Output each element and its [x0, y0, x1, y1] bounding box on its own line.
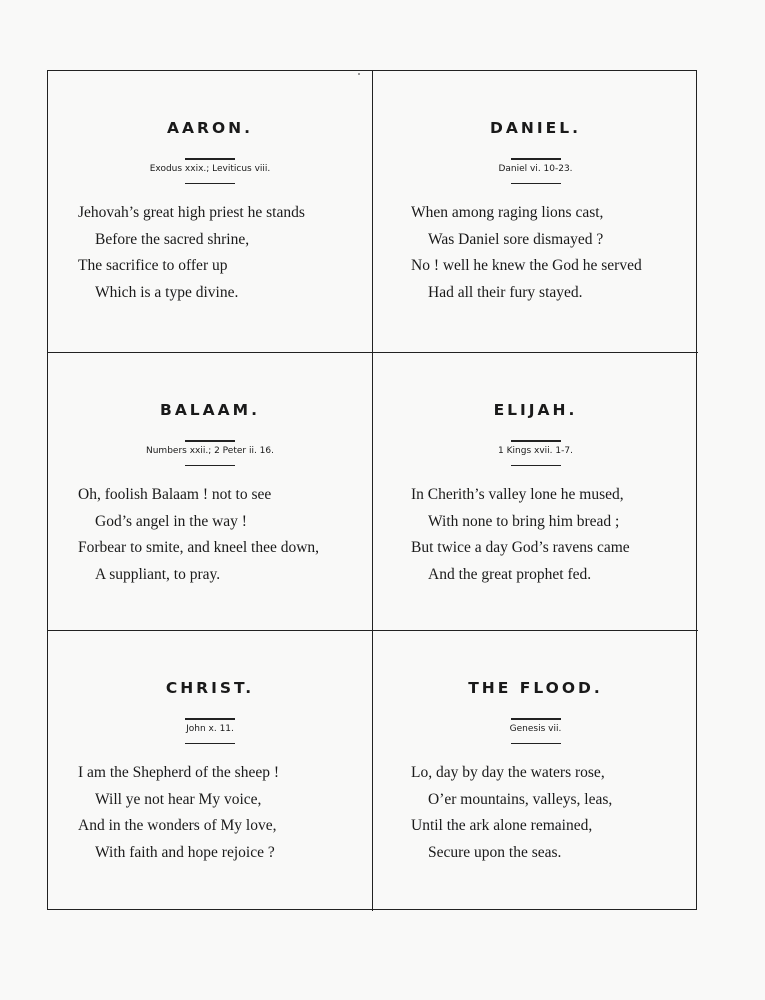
verse-line: Which is a type divine.	[95, 283, 239, 301]
verse-line: Until the ark alone remained,	[411, 817, 593, 834]
card-the-flood	[373, 631, 698, 911]
card-title: BALAAM.	[160, 401, 260, 419]
title-rule-top	[511, 440, 561, 442]
verse-line: When among raging lions cast,	[411, 204, 604, 221]
verse	[78, 200, 366, 306]
scripture-reference: Exodus xxix.; Leviticus viii.	[149, 164, 271, 174]
scripture-reference: Daniel vi. 10-23.	[498, 164, 573, 174]
verse-line: And in the wonders of My love,	[78, 817, 277, 834]
verse-line: I am the Shepherd of the sheep !	[78, 764, 280, 781]
card-daniel	[373, 71, 698, 353]
verse-line: Will ye not hear My voice,	[95, 790, 262, 808]
title-rule-bottom	[511, 743, 561, 744]
verse-line: Forbear to smite, and kneel thee down,	[78, 539, 320, 556]
verse-line: The sacrifice to offer up	[78, 257, 228, 274]
title-rule-top	[185, 158, 235, 160]
verse-line: No ! well he knew the God he served	[411, 257, 642, 274]
card-title: CHRIST.	[165, 679, 255, 697]
scripture-reference: John x. 11.	[186, 724, 234, 734]
verse-line: In Cherith’s valley lone he mused,	[411, 486, 624, 503]
title-rule-top	[185, 718, 235, 720]
title-rule-bottom	[185, 465, 235, 466]
verse-line: Was Daniel sore dismayed ?	[428, 230, 604, 248]
scripture-reference: Genesis vii.	[509, 724, 562, 734]
verse-line: With none to bring him bread ;	[428, 512, 620, 530]
verse-line: God’s angel in the way !	[95, 512, 247, 530]
card-title: AARON.	[167, 119, 253, 137]
card-elijah	[373, 353, 698, 631]
verse-line: Oh, foolish Balaam ! not to see	[78, 486, 272, 503]
verse	[411, 200, 692, 306]
title-rule-bottom	[511, 183, 561, 184]
title-rule-top	[511, 718, 561, 720]
title-rule-bottom	[185, 743, 235, 744]
scripture-reference: Numbers xxii.; 2 Peter ii. 16.	[145, 446, 274, 456]
title-rule-top	[511, 158, 561, 160]
verse-line: And the great prophet fed.	[428, 565, 592, 583]
card-balaam	[48, 353, 373, 631]
verse-line: Had all their fury stayed.	[428, 283, 583, 301]
verse-line: Before the sacred shrine,	[95, 230, 250, 248]
verse-line: O’er mountains, valleys, leas,	[428, 790, 613, 808]
verse-line: Lo, day by day the waters rose,	[411, 764, 605, 781]
card-title: DANIEL.	[490, 119, 581, 137]
verse-card-sheet	[47, 70, 697, 910]
verse-line: With faith and hope rejoice ?	[95, 843, 275, 861]
verse	[411, 482, 692, 588]
card-title: ELIJAH.	[493, 401, 578, 419]
verse-line: Jehovah’s great high priest he stands	[78, 204, 305, 221]
verse	[78, 482, 366, 588]
verse-line: Secure upon the seas.	[428, 843, 562, 861]
card-aaron	[48, 71, 373, 353]
title-rule-bottom	[185, 183, 235, 184]
card-christ	[48, 631, 373, 911]
card-title: THE FLOOD.	[468, 679, 603, 697]
verse-line: A suppliant, to pray.	[95, 565, 221, 583]
verse	[411, 760, 692, 866]
verse-line: But twice a day God’s ravens came	[411, 539, 630, 556]
title-rule-top	[185, 440, 235, 442]
title-rule-bottom	[511, 465, 561, 466]
scripture-reference: 1 Kings xvii. 1-7.	[498, 446, 573, 456]
verse	[78, 760, 366, 866]
